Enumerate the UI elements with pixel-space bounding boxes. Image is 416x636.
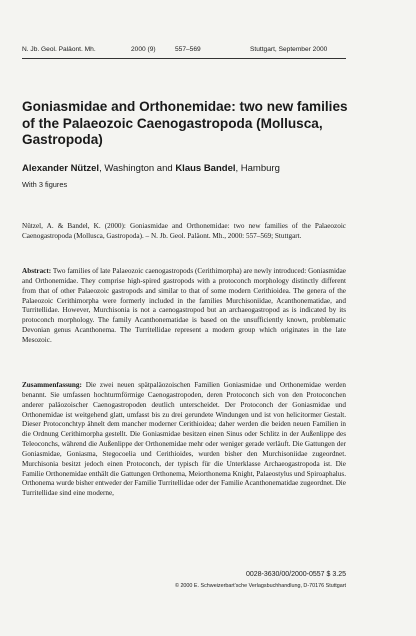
header-rule — [22, 58, 346, 59]
journal-name: N. Jb. Geol. Paläont. Mh. — [22, 46, 96, 53]
abstract-label: Abstract: — [22, 267, 52, 275]
author-line — [22, 163, 352, 174]
running-header — [22, 46, 346, 58]
citation-text: Nützel, A. & Bandel, K. (2000): Goniasmidae and Orthonemidae: two new families of the Palaeozoic Caenogastropoda (Mollusca, Gastropoda). – N. Jb. Geol. Paläont. Mh., 2000: 557–569; Stuttgart. — [22, 222, 346, 240]
author-2: Klaus Bandel — [175, 163, 236, 174]
year-issue: 2000 (9) — [131, 46, 156, 53]
zusammenfassung-text: Die zwei neuen spätpaläozoischen Familien Goniasmidae und Orthonemidae werden benannt. Sie umfassen hochturmförmige Caenogastropoden, deren Protoconch sich von den Protoconchen anderer paläozoischer Caenogastropoden deutlich unterscheidet. Der Protoconch der Goniasmidae und Orthonemidae ist weitgehend glatt, umfasst bis zu drei gerundete Windungen und ist von helicitormer Gestalt. Dieser Protoconchtyp ähnelt dem mancher moderner Cerithioidea; daher werden die beiden neuen Familien in die Ordnung Cerithimorpha gestellt. Die Goniasmidae besitzen einen Sinus oder Schlitz in der Außenlippe des Teleoconchs, während die Außenlippe der Orthonemidae mehr oder weniger gerade verläuft. Die Gattungen der Goniasmidae, Goniasma, Stegocoelia und Cerithioides, wurden bisher den Murchisoniidae zugeordnet. Murchisonia besitzt jedoch einen Protoconch, der typisch für die Unterklasse Archaeogastropoda ist. Die Familie Orthonemidae enthält die Gattungen Orthonema, Meiorthonema Knight, Palaeostylus und Spiroaphalus. Orthonema wurde bisher entweder der Familie Turritellidae oder der Familie Acanthonematidae zugeordnet. Die Turritellidae sind eine moderne, — [22, 381, 346, 498]
issn-price: 0028-3630/00/2000-0557 $ 3.25 — [245, 571, 346, 578]
page-range: 557–569 — [175, 46, 201, 53]
article-title: Goniasmidae and Orthonemidae: two new families of the Palaeozoic Caenogastropoda (Mollusca, Gastropoda) — [22, 99, 348, 147]
zusammenfassung-label: Zusammenfassung: — [22, 381, 82, 389]
copyright-line: © 2000 E. Schweizerbart'sche Verlagsbuchhandlung, D-70176 Stuttgart — [174, 583, 346, 589]
author-1-place: , Washington and — [99, 163, 176, 174]
figures-note: With 3 figures — [22, 180, 68, 189]
zusammenfassung — [22, 381, 346, 499]
author-1: Alexander Nützel — [22, 163, 100, 174]
citation — [22, 222, 346, 242]
author-2-place: , Hamburg — [235, 163, 280, 174]
abstract — [22, 267, 346, 346]
abstract-text: Two families of late Palaeozoic caenogastropods (Cerithimorpha) are newly introduced: Goniasmidae and Orthonemidae. They comprise high-spired gastropods with a protoconch morphology distinctly different from that of other Palaeozoic gastropods and similar to that of some modern Cerithioidea. The genera of the Palaeozoic Cerithimorpha were formerly included in the families Murchisoniidae, Acanthonematidae, and Turritellidae. However, Murchisonia is not a caenogastropod but an archaeogastropod as is indicated by its protoconch morphology. The family Acanthonematidae is based on the unsufficiently known, problematic Devonian genus Acanthonema. The Turritellidae represent a modern group which originates in the late Mesozoic. — [22, 267, 346, 344]
place-date: Stuttgart, September 2000 — [250, 46, 328, 53]
